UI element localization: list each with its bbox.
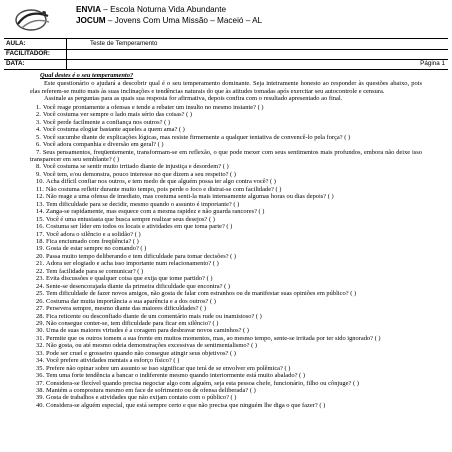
class-info-table [4, 38, 448, 70]
question-number: 23. [36, 275, 45, 283]
document-header [4, 3, 448, 36]
mission-name: JOCUM – Jovens Com Uma Missão – Maceió – AL [76, 16, 263, 25]
question-text: Acha difícil confiar nos outros, e tem medo de que alguém possa ter algo contra você? ( ) [46, 178, 276, 186]
question-number: 13. [36, 200, 45, 208]
question-text: Você adora companhia e diversão em geral? ( ) [42, 141, 164, 149]
question-text: Você sucumbe diante de explicações lógicas, mas resiste firmemente a qualquer tentativa de convencê-lo pela força? ( ) [42, 133, 351, 141]
facilitador-label: FACILITADOR: [6, 50, 50, 57]
question-item [30, 290, 422, 297]
question-text: Não costuma refletir durante muito tempo, pois perde o foco e distrai-se com facilidade? ( ) [45, 185, 282, 193]
question-item [30, 313, 422, 320]
question-number: 10. [36, 178, 45, 186]
question-item [30, 320, 422, 327]
question-number: 36. [36, 372, 45, 380]
question-item [30, 141, 422, 148]
question-number: 1. [36, 103, 41, 111]
question-item [30, 357, 422, 364]
question-text: Tem dificuldade para se decidir, mesmo quando o assunto é importante? ( ) [46, 200, 240, 208]
question-number: 18. [36, 237, 45, 245]
question-number: 14. [36, 208, 45, 216]
question-item [30, 253, 422, 260]
question-title: Qual destes é o seu temperamento? [40, 72, 134, 79]
question-text: Considera-se alguém especial, que está sempre certo e que não precisa que ninguém lhe diga o que fazer? ( ) [46, 401, 326, 409]
question-text: Você adora o silêncio e a solidão? ( ) [46, 230, 141, 238]
question-item [30, 372, 422, 379]
data-label: DATA: [6, 60, 25, 67]
question-number: 4. [36, 126, 41, 134]
question-item [30, 342, 422, 349]
question-item [30, 350, 422, 357]
question-text: Fica enciumado com freqüência? ( ) [46, 237, 139, 245]
question-item [30, 394, 422, 401]
question-text: Prefere não opinar sobre um assunto se isso significar que terá de se envolver em polêmica? ( ) [46, 364, 291, 372]
question-item [30, 111, 422, 118]
question-text: Você reage prontamente a ofensas e tende a rebater um insulto no mesmo instante? ( ) [42, 103, 264, 111]
question-item [30, 238, 422, 245]
question-text: Considera-se flexível quando precisa negociar algo com alguém, seja esta pessoa chefe, funcionário, filho ou cônjuge? ( ) [46, 379, 359, 387]
question-number: 34. [36, 357, 45, 365]
question-number: 33. [36, 349, 45, 357]
question-number: 25. [36, 290, 45, 298]
question-item [30, 126, 422, 133]
question-item [30, 268, 422, 275]
question-text: Uma de suas maiores virtudes é a coragem para desbravar novos caminhos? ( ) [46, 327, 249, 335]
question-text: Você tem, e/ou demonstra, pouco interesse no que dizem a seu respeito? ( ) [42, 170, 236, 178]
question-item [30, 305, 422, 312]
question-number: 5. [36, 133, 41, 141]
question-text: Você costuma se sentir muito irritado diante de injustiça e desordem? ( ) [42, 163, 229, 171]
question-number: 37. [36, 379, 45, 387]
question-number: 29. [36, 319, 45, 327]
intro-paragraph: Assinale as perguntas para as quais sua resposta for afirmativa, depois confira com o resultado apresentado ao final. [44, 95, 343, 103]
question-number: 28. [36, 312, 45, 320]
questionnaire [30, 72, 422, 450]
question-item [30, 327, 422, 334]
question-item [30, 201, 422, 208]
intro-paragraph: Este questionário o ajudará a descobrir qual é o seu temperamento dominante. Seja inteiramente honesto ao responder às questões abaixo, pois elas referem-se muito mais às suas inclinações e tendências naturais do que às atitudes tomadas após exercitar seu autocontrole e censura. [30, 80, 422, 95]
question-text: Adora ser elogiado e acha isso importante num relacionamento? ( ) [46, 260, 219, 268]
intro [30, 80, 422, 102]
question-item [30, 380, 422, 387]
question-number: 16. [36, 223, 45, 231]
question-text: Você perde facilmente a confiança nos outros? ( ) [42, 118, 170, 126]
question-text: Fica reticente ou desconfiado diante de um comentário mais rude ou inamistoso? ( ) [46, 312, 262, 320]
question-number: 39. [36, 394, 45, 402]
question-number: 7. [36, 148, 41, 156]
question-item [30, 365, 422, 372]
question-item [30, 163, 422, 170]
page-number: Página 1 [420, 60, 445, 67]
question-number: 3. [36, 118, 41, 126]
question-text: Tem dificuldade de fazer novos amigos, não gosta de falar com estranhos ou de manifestar suas opiniões em público? ( ) [46, 290, 357, 298]
question-item [30, 231, 422, 238]
aula-label: AULA: [6, 40, 26, 47]
question-item [30, 186, 422, 193]
question-number: 17. [36, 230, 45, 238]
question-item [30, 178, 422, 185]
question-text: Tem facilidade para se comunicar? ( ) [46, 267, 144, 275]
question-number: 30. [36, 327, 45, 335]
question-number: 11. [36, 185, 44, 193]
question-number: 35. [36, 364, 45, 372]
question-item [30, 283, 422, 290]
question-text: Persevera sempre, mesmo diante das maiores dificuldades? ( ) [46, 305, 207, 313]
question-item [30, 171, 422, 178]
question-text: Você costuma elogiar bastante aqueles a quem ama? ( ) [42, 126, 185, 134]
question-text: Mantém a compostura mesmo em face de sofrimento ou de ofensa deliberada? ( ) [46, 387, 256, 395]
question-item [30, 223, 422, 230]
question-item [30, 134, 422, 141]
question-item [30, 193, 422, 200]
question-text: Evita discussões e qualquer coisa que exija que tome partido? ( ) [46, 275, 213, 283]
question-item [30, 402, 422, 409]
question-text: Zanga-se rapidamente, mas esquece com a mesma rapidez e não guarda rancores? ( ) [46, 208, 265, 216]
question-item [30, 216, 422, 223]
question-number: 24. [36, 282, 45, 290]
question-number: 38. [36, 387, 45, 395]
school-name: ENVIA – Escola Noturna Vida Abundante [76, 5, 227, 14]
question-text: Permite que os outros tomem a sua frente em muitos momentos, mas, ao mesmo tempo, sente-se irritada por ter sido ignorado? ( ) [46, 334, 381, 342]
aula-value: Teste de Temperamento [90, 40, 158, 47]
question-item [30, 208, 422, 215]
question-text: Seus pensamentos, freqüentemente, transformam-se em reflexão, o que pode mexer com seus sentimentos mais profundos, embora não deixe isso transparecer em seu semblante? ( ) [30, 148, 422, 163]
question-number: 15. [36, 215, 45, 223]
question-text: Você é uma entusiasta que busca sempre realizar seus desejos? ( ) [46, 215, 215, 223]
envia-logo-icon [14, 7, 52, 33]
question-number: 32. [36, 342, 45, 350]
question-text: Gosta de trabalhos e atividades que não exijam contato com o público? ( ) [46, 394, 237, 402]
question-number: 21. [36, 260, 45, 268]
question-text: Você costuma ver sempre o lado mais sério das coisas? ( ) [42, 111, 192, 119]
question-number: 31. [36, 334, 45, 342]
question-number: 19. [36, 245, 45, 253]
question-number: 27. [36, 305, 45, 313]
question-number: 20. [36, 252, 45, 260]
question-item [30, 119, 422, 126]
question-text: Costuma ser líder em todos os locais e atividades em que toma parte? ( ) [46, 223, 233, 231]
data-row [4, 59, 448, 69]
question-item [30, 245, 422, 252]
question-number: 9. [36, 170, 41, 178]
question-number: 22. [36, 267, 45, 275]
question-text: Pode ser cruel e grosseiro quando não consegue atingir seus objetivos? ( ) [46, 349, 236, 357]
question-item [30, 260, 422, 267]
question-text: Não reage a uma ofensa de imediato, mas costuma senti-la mais intensamente algumas horas ou dias depois? ( ) [46, 193, 334, 201]
question-item [30, 104, 422, 111]
question-number: 8. [36, 163, 41, 171]
question-list [30, 104, 422, 410]
question-text: Você prefere atividades mentais a esforço físico? ( ) [46, 357, 180, 365]
question-number: 2. [36, 111, 41, 119]
question-number: 6. [36, 141, 41, 149]
question-text: Passa muito tempo deliberando e tem dificuldade para tomar decisões? ( ) [46, 252, 237, 260]
question-text: Sente-se desencorajada diante da primeira dificuldade que encontra? ( ) [46, 282, 230, 290]
question-text: Não consegue conter-se, tem dificuldade para ficar em silêncio? ( ) [46, 319, 219, 327]
question-number: 26. [36, 297, 45, 305]
question-number: 40. [36, 401, 45, 409]
question-item [30, 335, 422, 342]
question-item [30, 298, 422, 305]
question-text: Costuma dar muita importância a sua aparência e a dos outros? ( ) [46, 297, 216, 305]
question-text: Tem uma forte tendência a bancar o indiferente mesmo quando interiormente está muito abalado? ( ) [46, 372, 305, 380]
question-item [30, 275, 422, 282]
question-text: Não gosta, ou até mesmo odeia demonstrações excessivas de sentimentalismo? ( ) [46, 342, 257, 350]
question-number: 12. [36, 193, 45, 201]
question-text: Gosta de estar sempre no comando? ( ) [46, 245, 147, 253]
question-item [30, 387, 422, 394]
question-item [30, 149, 422, 164]
